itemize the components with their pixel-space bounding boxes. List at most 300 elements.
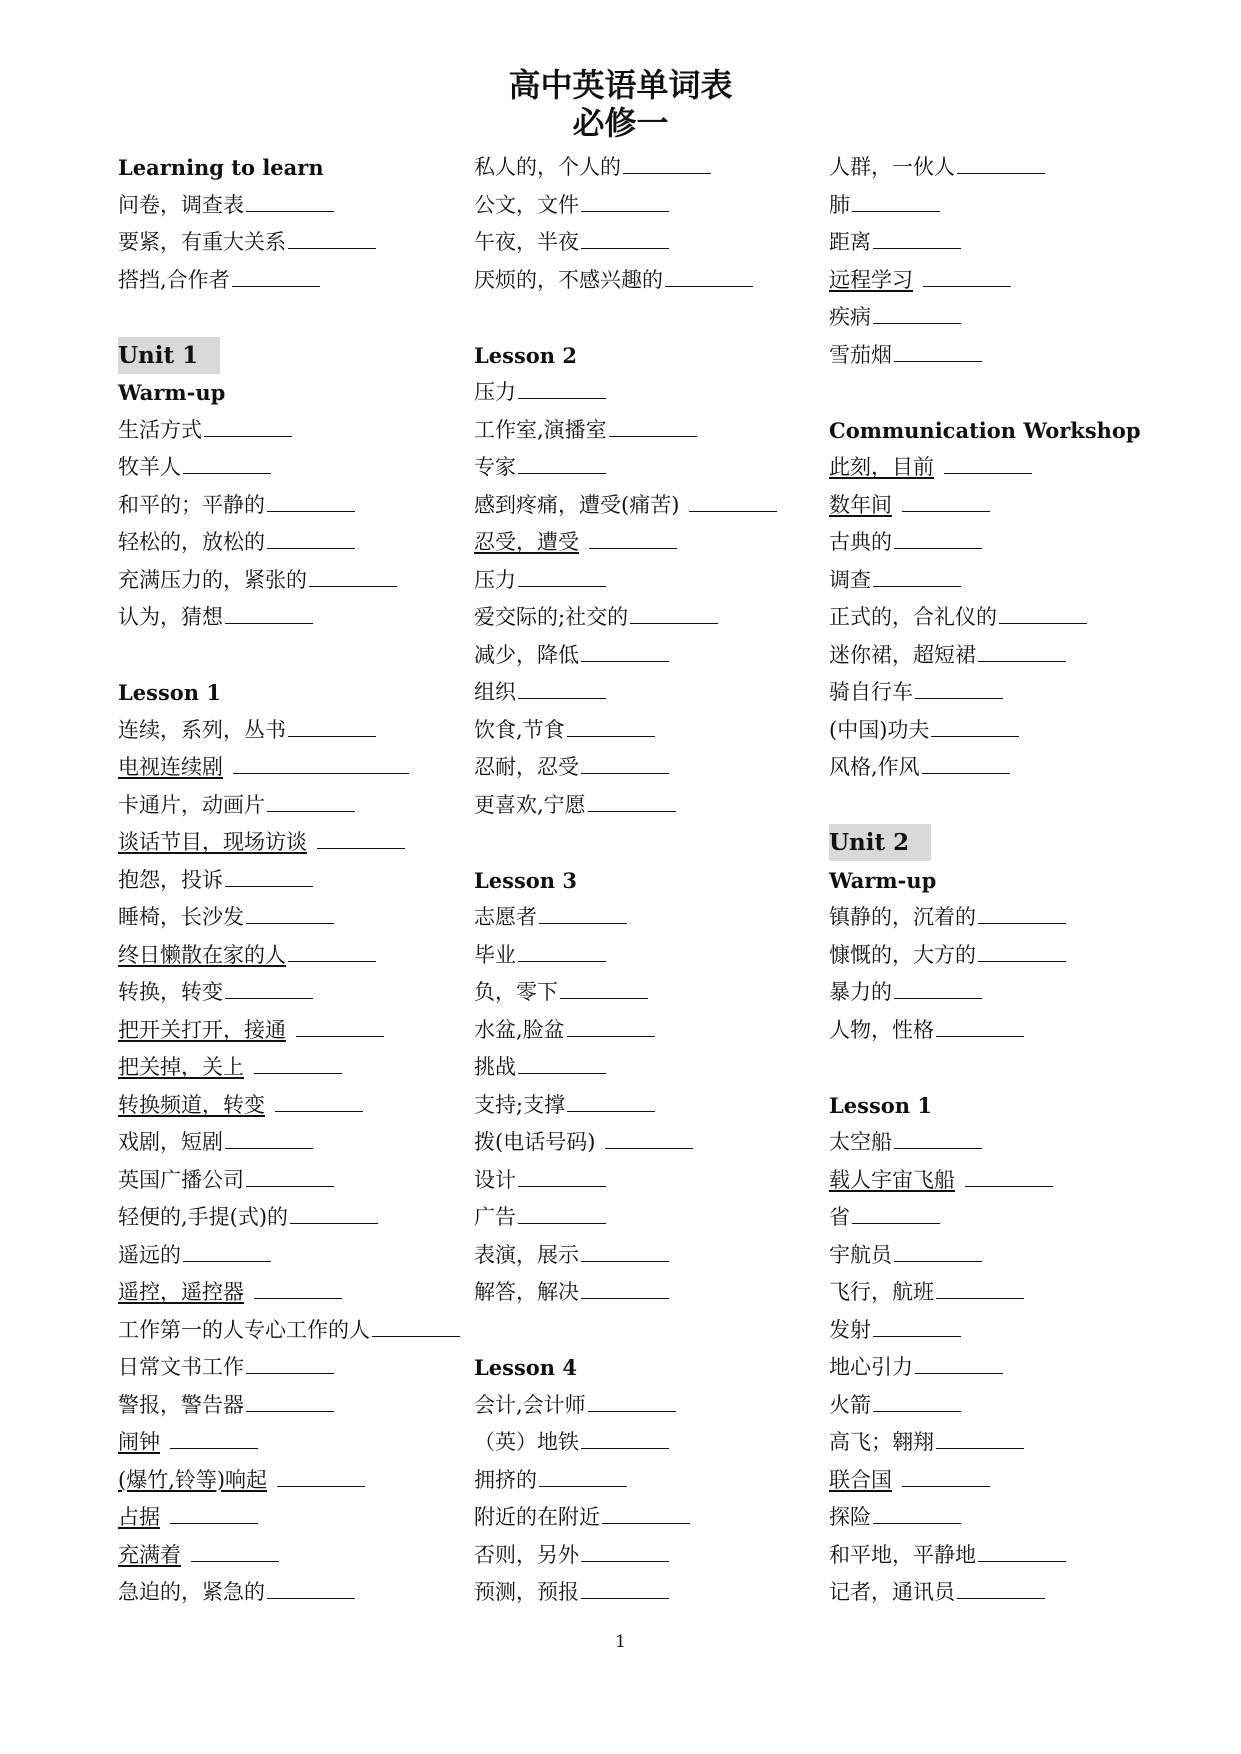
vocab-entry: [118, 1462, 448, 1500]
answer-blank-line: [936, 1297, 1024, 1299]
vocab-entry: [474, 749, 804, 787]
vocab-meaning: 问卷，调查表: [118, 192, 244, 217]
spacer: [118, 299, 448, 337]
answer-blank-line: [225, 622, 313, 624]
vocab-column-3: [829, 149, 1159, 1612]
vocab-entry: [829, 599, 1159, 637]
vocab-entry: [474, 974, 804, 1012]
vocab-meaning: 专家: [474, 455, 516, 479]
unit-label: Unit 1: [118, 337, 220, 374]
vocab-meaning: (爆竹,铃等)响起: [118, 1467, 268, 1492]
answer-blank-line: [581, 1297, 669, 1299]
vocab-meaning: 雪茄烟: [829, 342, 892, 367]
unit-heading: [118, 337, 448, 375]
vocab-meaning: 抱怨，投诉: [118, 867, 223, 892]
answer-blank-line: [965, 1185, 1053, 1187]
vocab-entry: [118, 187, 448, 225]
vocab-entry: [474, 1087, 804, 1125]
vocab-meaning: 英国广播公司: [118, 1167, 244, 1192]
vocab-meaning: 压力: [474, 380, 516, 404]
vocab-meaning: 此刻，目前: [829, 455, 934, 479]
vocab-entry: [829, 899, 1159, 937]
vocab-entry: [474, 412, 804, 450]
vocab-entry: [474, 187, 804, 225]
vocab-meaning: 高飞；翱翔: [829, 1430, 934, 1454]
vocab-meaning: 谈话节目，现场访谈: [118, 830, 307, 854]
vocab-meaning: 卡通片，动画片: [118, 792, 265, 817]
vocab-meaning: 组织: [474, 680, 516, 704]
vocab-entry: [829, 1012, 1159, 1050]
answer-blank-line: [894, 997, 982, 999]
vocab-entry: [474, 1162, 804, 1200]
vocab-entry: [829, 1499, 1159, 1537]
answer-blank-line: [225, 885, 313, 887]
spacer: [474, 824, 804, 862]
vocab-entry: [118, 1274, 448, 1312]
vocab-meaning: 发射: [829, 1317, 871, 1342]
vocab-entry: [829, 487, 1159, 525]
vocab-meaning: 人群，一伙人: [829, 155, 955, 179]
vocab-meaning: 搭挡,合作者: [118, 267, 230, 292]
vocab-meaning: 否则，另外: [474, 1542, 579, 1567]
vocab-meaning: 闹钟: [118, 1430, 160, 1454]
answer-blank-line: [894, 547, 982, 549]
vocab-meaning: 表演，展示: [474, 1242, 579, 1267]
answer-blank-line: [873, 247, 961, 249]
vocab-meaning: 挑战: [474, 1055, 516, 1079]
vocab-meaning: 调查: [829, 567, 871, 592]
vocab-entry: [829, 1274, 1159, 1312]
section-heading: Communication Workshop: [829, 417, 1141, 443]
answer-blank-line: [978, 960, 1066, 962]
answer-blank-line: [581, 1260, 669, 1262]
answer-blank-line: [518, 697, 606, 699]
vocab-entry: [118, 1537, 448, 1575]
answer-blank-line: [978, 922, 1066, 924]
vocab-meaning: 忍受，遭受: [474, 530, 579, 554]
answer-blank-line: [254, 1072, 342, 1074]
vocab-meaning: 厌烦的，不感兴趣的: [474, 267, 663, 292]
vocab-entry: [118, 862, 448, 900]
vocab-entry: [829, 1162, 1159, 1200]
vocab-meaning: 遥远的: [118, 1242, 181, 1267]
answer-blank-line: [978, 660, 1066, 662]
answer-blank-line: [567, 1110, 655, 1112]
vocab-entry: [474, 1012, 804, 1050]
answer-blank-line: [518, 472, 606, 474]
vocab-meaning: 要紧，有重大关系: [118, 230, 286, 254]
spacer: [829, 787, 1159, 825]
vocab-entry: [829, 1237, 1159, 1275]
vocab-entry: [118, 224, 448, 262]
answer-blank-line: [233, 772, 409, 774]
answer-blank-line: [944, 472, 1032, 474]
answer-blank-line: [267, 810, 355, 812]
vocab-meaning: 拥挤的: [474, 1467, 537, 1492]
vocab-meaning: 转换，转变: [118, 980, 223, 1004]
vocab-meaning: 日常文书工作: [118, 1355, 244, 1379]
answer-blank-line: [581, 210, 669, 212]
answer-blank-line: [296, 1035, 384, 1037]
vocab-entry: [829, 712, 1159, 750]
title-line-1: 高中英语单词表: [508, 66, 733, 104]
vocab-entry: [829, 1349, 1159, 1387]
answer-blank-line: [915, 1372, 1003, 1374]
vocab-entry: [118, 1574, 448, 1612]
section-heading: Learning to learn: [118, 155, 324, 180]
answer-blank-line: [957, 1597, 1045, 1599]
vocab-meaning: 工作室,演播室: [474, 417, 607, 442]
answer-blank-line: [277, 1485, 365, 1487]
vocab-meaning: 骑自行车: [829, 680, 913, 704]
vocab-entry: [829, 1387, 1159, 1425]
vocab-meaning: 设计: [474, 1167, 516, 1192]
vocab-meaning: 风格,作风: [829, 755, 920, 779]
answer-blank-line: [873, 585, 961, 587]
answer-blank-line: [290, 1222, 378, 1224]
vocab-meaning: 压力: [474, 567, 516, 592]
vocab-meaning: 牧羊人: [118, 455, 181, 479]
section-heading: Lesson 1: [118, 680, 221, 705]
vocab-entry: [474, 149, 804, 187]
answer-blank-line: [288, 960, 376, 962]
answer-blank-line: [915, 697, 1003, 699]
vocab-entry: [829, 1199, 1159, 1237]
vocab-entry: [829, 187, 1159, 225]
answer-blank-line: [581, 660, 669, 662]
answer-blank-line: [609, 435, 697, 437]
vocab-meaning: 把开关打开，接通: [118, 1017, 286, 1042]
vocab-meaning: 太空船: [829, 1130, 892, 1154]
vocab-entry: [118, 787, 448, 825]
answer-blank-line: [246, 1185, 334, 1187]
vocab-entry: [474, 787, 804, 825]
vocab-entry: [118, 899, 448, 937]
vocab-meaning: 终日懒散在家的人: [118, 942, 286, 967]
vocab-entry: [118, 487, 448, 525]
vocab-meaning: 数年间: [829, 492, 892, 517]
answer-blank-line: [602, 1522, 690, 1524]
vocab-entry: [474, 1124, 804, 1162]
answer-blank-line: [567, 735, 655, 737]
vocab-meaning: 轻松的，放松的: [118, 530, 265, 554]
section-heading: Lesson 1: [829, 1092, 932, 1118]
vocab-entry: [829, 449, 1159, 487]
answer-blank-line: [581, 1447, 669, 1449]
vocab-meaning: 饮食,节食: [474, 717, 565, 742]
answer-blank-line: [902, 1485, 990, 1487]
answer-blank-line: [204, 435, 292, 437]
vocab-meaning: 认为，猜想: [118, 605, 223, 629]
title-line-2: 必修一: [572, 104, 669, 142]
answer-blank-line: [246, 1372, 334, 1374]
answer-blank-line: [902, 510, 990, 512]
answer-blank-line: [518, 960, 606, 962]
vocab-meaning: 生活方式: [118, 417, 202, 442]
answer-blank-line: [560, 997, 648, 999]
vocab-entry: [474, 224, 804, 262]
vocab-entry: [829, 1574, 1159, 1612]
vocab-entry: [474, 524, 804, 562]
answer-blank-line: [665, 285, 753, 287]
answer-blank-line: [225, 1147, 313, 1149]
answer-blank-line: [225, 997, 313, 999]
section-heading: Warm-up: [118, 380, 226, 405]
answer-blank-line: [581, 772, 669, 774]
vocab-meaning: 午夜，半夜: [474, 230, 579, 254]
answer-blank-line: [267, 547, 355, 549]
answer-blank-line: [170, 1522, 258, 1524]
answer-blank-line: [170, 1447, 258, 1449]
vocab-entry: [474, 674, 804, 712]
vocab-entry: [118, 1012, 448, 1050]
answer-blank-line: [518, 585, 606, 587]
vocab-meaning: 地心引力: [829, 1355, 913, 1379]
vocab-entry: [829, 1537, 1159, 1575]
section-heading: Warm-up: [829, 867, 937, 893]
vocab-entry: [118, 1349, 448, 1387]
vocab-meaning: 减少，降低: [474, 642, 579, 667]
vocab-entry: [829, 1312, 1159, 1350]
vocab-entry: [474, 712, 804, 750]
answer-blank-line: [254, 1297, 342, 1299]
vocab-meaning: 拨(电话号码): [474, 1130, 596, 1154]
answer-blank-line: [309, 585, 397, 587]
vocab-entry: [118, 562, 448, 600]
vocab-entry: [829, 937, 1159, 975]
answer-blank-line: [317, 847, 405, 849]
answer-blank-line: [232, 285, 320, 287]
vocab-entry: [118, 262, 448, 300]
answer-blank-line: [267, 1597, 355, 1599]
answer-blank-line: [581, 1560, 669, 1562]
vocab-entry: [118, 1312, 448, 1350]
vocab-entry: [118, 974, 448, 1012]
vocab-meaning: 距离: [829, 230, 871, 254]
answer-blank-line: [931, 735, 1019, 737]
vocab-meaning: 载人宇宙飞船: [829, 1167, 955, 1192]
vocab-entry: [474, 449, 804, 487]
answer-blank-line: [873, 322, 961, 324]
vocab-meaning: 感到疼痛，遭受(痛苦): [474, 492, 680, 517]
vocab-meaning: 慷慨的，大方的: [829, 942, 976, 967]
vocab-entry: [474, 1499, 804, 1537]
vocab-entry: [474, 1462, 804, 1500]
vocab-meaning: 和平地，平静地: [829, 1542, 976, 1567]
vocab-meaning: 忍耐，忍受: [474, 755, 579, 779]
vocab-entry: [118, 1162, 448, 1200]
vocab-column-2: [474, 149, 804, 1612]
vocab-meaning: 连续，系列，丛书: [118, 717, 286, 742]
answer-blank-line: [183, 472, 271, 474]
vocab-meaning: 迷你裙，超短裙: [829, 642, 976, 667]
answer-blank-line: [567, 1035, 655, 1037]
answer-blank-line: [275, 1110, 363, 1112]
vocab-meaning: 远程学习: [829, 267, 913, 292]
vocab-meaning: 公文，文件: [474, 192, 579, 217]
spacer: [474, 1312, 804, 1350]
vocab-meaning: 急迫的，紧急的: [118, 1580, 265, 1604]
document-title: [0, 66, 1241, 142]
answer-blank-line: [288, 247, 376, 249]
vocab-meaning: 暴力的: [829, 980, 892, 1004]
vocab-entry: [474, 1424, 804, 1462]
answer-blank-line: [518, 1072, 606, 1074]
vocab-entry: [829, 674, 1159, 712]
answer-blank-line: [852, 1222, 940, 1224]
spacer: [829, 1049, 1159, 1087]
vocab-meaning: 附近的在附近: [474, 1505, 600, 1529]
vocab-meaning: (中国)功夫: [829, 717, 930, 742]
section-heading: Lesson 2: [474, 342, 577, 368]
vocab-meaning: 爱交际的;社交的: [474, 605, 629, 629]
vocab-meaning: 正式的，合礼仪的: [829, 605, 997, 629]
vocab-entry: [118, 412, 448, 450]
spacer: [474, 299, 804, 337]
vocab-meaning: 省: [829, 1205, 850, 1229]
vocab-entry: [474, 1049, 804, 1087]
answer-blank-line: [581, 247, 669, 249]
vocab-meaning: 志愿者: [474, 905, 537, 929]
vocab-meaning: 镇静的，沉着的: [829, 905, 976, 929]
vocab-entry: [118, 449, 448, 487]
answer-blank-line: [623, 172, 711, 174]
vocab-entry: [829, 974, 1159, 1012]
unit-label: Unit 2: [829, 824, 931, 861]
vocab-column-1: [118, 149, 448, 1612]
spacer: [829, 374, 1159, 412]
vocab-meaning: 电视连续剧: [118, 755, 223, 779]
vocab-entry: [118, 1124, 448, 1162]
answer-blank-line: [894, 1260, 982, 1262]
vocab-meaning: 水盆,脸盆: [474, 1017, 565, 1042]
answer-blank-line: [518, 1222, 606, 1224]
vocab-entry: [474, 1274, 804, 1312]
answer-blank-line: [518, 397, 606, 399]
answer-blank-line: [518, 1185, 606, 1187]
vocab-meaning: 占据: [118, 1505, 160, 1529]
vocab-entry: [829, 1124, 1159, 1162]
answer-blank-line: [589, 547, 677, 549]
vocab-entry: [474, 637, 804, 675]
vocab-entry: [474, 487, 804, 525]
answer-blank-line: [588, 1410, 676, 1412]
vocab-meaning: 火箭: [829, 1392, 871, 1417]
vocab-meaning: 把关掉，关上: [118, 1055, 244, 1079]
vocab-entry: [118, 1424, 448, 1462]
answer-blank-line: [923, 285, 1011, 287]
answer-blank-line: [246, 210, 334, 212]
vocab-entry: [474, 1237, 804, 1275]
vocab-entry: [829, 637, 1159, 675]
section-heading: Lesson 3: [474, 867, 577, 893]
vocab-entry: [474, 262, 804, 300]
vocab-entry: [118, 712, 448, 750]
vocab-meaning: 私人的，个人的: [474, 155, 621, 179]
vocab-meaning: 更喜欢,宁愿: [474, 792, 586, 817]
answer-blank-line: [936, 1035, 1024, 1037]
vocab-meaning: 会计,会计师: [474, 1392, 586, 1417]
answer-blank-line: [539, 1485, 627, 1487]
vocab-entry: [118, 824, 448, 862]
vocab-meaning: 支持;支撑: [474, 1092, 566, 1117]
vocab-entry: [829, 337, 1159, 375]
answer-blank-line: [581, 1597, 669, 1599]
vocab-meaning: 遥控，遥控器: [118, 1280, 244, 1304]
answer-blank-line: [246, 1410, 334, 1412]
vocab-entry: [118, 1087, 448, 1125]
answer-blank-line: [288, 735, 376, 737]
vocab-meaning: 联合国: [829, 1467, 892, 1492]
vocab-entry: [118, 599, 448, 637]
vocab-entry: [829, 1462, 1159, 1500]
vocab-entry: [829, 749, 1159, 787]
answer-blank-line: [267, 510, 355, 512]
vocab-entry: [118, 1237, 448, 1275]
spacer: [118, 637, 448, 675]
vocab-entry: [829, 1424, 1159, 1462]
answer-blank-line: [372, 1335, 460, 1337]
answer-blank-line: [936, 1447, 1024, 1449]
answer-blank-line: [894, 1147, 982, 1149]
vocab-entry: [474, 599, 804, 637]
answer-blank-line: [999, 622, 1087, 624]
vocab-entry: [474, 374, 804, 412]
answer-blank-line: [922, 772, 1010, 774]
vocab-meaning: 轻便的,手提(式)的: [118, 1205, 289, 1229]
vocab-meaning: 解答，解决: [474, 1280, 579, 1304]
vocab-meaning: （英）地铁: [474, 1430, 579, 1454]
vocab-meaning: 睡椅，长沙发: [118, 905, 244, 929]
vocab-entry: [118, 1499, 448, 1537]
vocab-meaning: 人物，性格: [829, 1017, 934, 1042]
vocab-entry: [829, 562, 1159, 600]
answer-blank-line: [630, 622, 718, 624]
answer-blank-line: [852, 210, 940, 212]
vocab-meaning: 充满压力的，紧张的: [118, 567, 307, 592]
answer-blank-line: [246, 922, 334, 924]
vocab-entry: [118, 749, 448, 787]
vocab-meaning: 宇航员: [829, 1242, 892, 1267]
answer-blank-line: [894, 360, 982, 362]
vocab-meaning: 肺: [829, 192, 850, 217]
vocab-meaning: 预测，预报: [474, 1580, 579, 1604]
vocab-entry: [829, 524, 1159, 562]
vocab-meaning: 负，零下: [474, 980, 558, 1004]
answer-blank-line: [873, 1335, 961, 1337]
vocab-meaning: 疾病: [829, 305, 871, 329]
vocab-meaning: 飞行，航班: [829, 1280, 934, 1304]
vocab-meaning: 工作第一的人专心工作的人: [118, 1317, 370, 1342]
answer-blank-line: [957, 172, 1045, 174]
answer-blank-line: [183, 1260, 271, 1262]
vocab-entry: [474, 899, 804, 937]
vocab-entry: [474, 1387, 804, 1425]
vocab-meaning: 毕业: [474, 942, 516, 967]
answer-blank-line: [588, 810, 676, 812]
vocab-entry: [829, 299, 1159, 337]
vocab-meaning: 警报，警告器: [118, 1392, 244, 1417]
vocab-meaning: 转换频道，转变: [118, 1092, 265, 1117]
vocab-entry: [474, 1574, 804, 1612]
vocab-entry: [118, 1199, 448, 1237]
vocab-entry: [474, 1199, 804, 1237]
vocab-entry: [118, 524, 448, 562]
answer-blank-line: [191, 1560, 279, 1562]
section-heading: Lesson 4: [474, 1355, 577, 1380]
answer-blank-line: [873, 1522, 961, 1524]
vocab-meaning: 古典的: [829, 530, 892, 554]
